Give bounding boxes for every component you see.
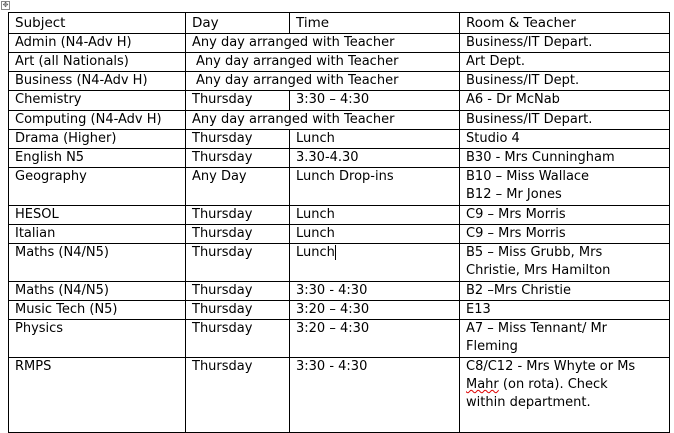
time-cell: 3:20 – 4:30 [290, 301, 460, 320]
time-cell: Lunch [290, 225, 460, 244]
subject-cell: Geography [9, 168, 186, 206]
misspelled-word[interactable]: Mahr [466, 377, 499, 392]
time-cell: 3:30 - 4:30 [290, 282, 460, 301]
table-row [9, 301, 670, 320]
room-line: B5 – Miss Grubb, Mrs [466, 245, 603, 260]
time-cell: 3:20 – 4:30 [290, 320, 460, 358]
time-text: Lunch [296, 245, 335, 260]
room-cell: Business/IT Dept. [460, 72, 670, 91]
room-line-rest: (on rota). Check [498, 377, 608, 392]
room-cell: B30 - Mrs Cunningham [460, 149, 670, 168]
header-day: Day [186, 13, 290, 34]
subject-cell: Computing (N4-Adv H) [9, 111, 186, 130]
table-row [9, 320, 670, 358]
table-row [9, 206, 670, 225]
table-row [9, 282, 670, 301]
day-cell: Thursday [186, 358, 290, 433]
room-cell [460, 358, 670, 433]
table-row [9, 111, 670, 130]
room-cell: Studio 4 [460, 130, 670, 149]
table-row [9, 130, 670, 149]
day-cell: Thursday [186, 225, 290, 244]
time-cell [290, 244, 460, 282]
table-row [9, 34, 670, 53]
subject-cell: Art (all Nationals) [9, 53, 186, 72]
table-row [9, 91, 670, 111]
room-line: Fleming [466, 339, 518, 354]
room-line [466, 376, 663, 394]
subject-cell: Italian [9, 225, 186, 244]
subject-cell: Maths (N4/N5) [9, 282, 186, 301]
subject-cell: English N5 [9, 149, 186, 168]
time-cell: 3:30 - 4:30 [290, 358, 460, 433]
table-move-handle-icon[interactable]: ✥ [2, 1, 9, 9]
room-line: B12 – Mr Jones [466, 187, 562, 202]
time-cell: Lunch Drop-ins [290, 168, 460, 206]
room-cell [460, 244, 670, 282]
room-line: Christie, Mrs Hamilton [466, 263, 611, 278]
arrangement-cell: Any day arranged with Teacher [186, 111, 460, 130]
day-cell: Any Day [186, 168, 290, 206]
day-cell: Thursday [186, 320, 290, 358]
header-room-teacher: Room & Teacher [460, 13, 670, 34]
room-cell: A6 - Dr McNab [460, 91, 670, 111]
day-cell: Thursday [186, 130, 290, 149]
subject-cell: RMPS [9, 358, 186, 433]
subject-cell: Maths (N4/N5) [9, 244, 186, 282]
table-row [9, 358, 670, 433]
time-cell: 3.30-4.30 [290, 149, 460, 168]
room-cell: E13 [460, 301, 670, 320]
day-cell: Thursday [186, 301, 290, 320]
subject-cell: Business (N4-Adv H) [9, 72, 186, 91]
table-header-row [9, 13, 670, 34]
day-cell: Thursday [186, 282, 290, 301]
room-cell: B2 –Mrs Christie [460, 282, 670, 301]
support-timetable [8, 12, 670, 433]
table-row [9, 72, 670, 91]
subject-cell: Drama (Higher) [9, 130, 186, 149]
room-cell [460, 168, 670, 206]
arrangement-cell: Any day arranged with Teacher [186, 72, 460, 91]
room-cell: Art Dept. [460, 53, 670, 72]
table-row [9, 225, 670, 244]
room-line: C8/C12 - Mrs Whyte or Ms [466, 359, 636, 374]
table-row [9, 149, 670, 168]
day-cell: Thursday [186, 149, 290, 168]
subject-cell: Physics [9, 320, 186, 358]
day-cell: Thursday [186, 206, 290, 225]
subject-cell: Chemistry [9, 91, 186, 111]
room-line: B10 – Miss Wallace [466, 169, 590, 184]
arrangement-cell: Any day arranged with Teacher [186, 53, 460, 72]
room-line: A7 – Miss Tennant/ Mr [466, 321, 608, 336]
header-time: Time [290, 13, 460, 34]
arrangement-cell: Any day arranged with Teacher [186, 34, 460, 53]
time-cell: Lunch [290, 206, 460, 225]
room-cell: C9 – Mrs Morris [460, 225, 670, 244]
day-cell: Thursday [186, 91, 290, 111]
subject-cell: Music Tech (N5) [9, 301, 186, 320]
subject-cell: HESOL [9, 206, 186, 225]
time-cell: Lunch [290, 130, 460, 149]
room-line: within department. [466, 395, 591, 410]
room-cell: C9 – Mrs Morris [460, 206, 670, 225]
header-subject: Subject [9, 13, 186, 34]
table-row [9, 244, 670, 282]
room-cell: Business/IT Depart. [460, 34, 670, 53]
room-cell [460, 320, 670, 358]
table-row [9, 168, 670, 206]
room-cell: Business/IT Depart. [460, 111, 670, 130]
time-cell: 3:30 – 4:30 [290, 91, 460, 111]
table-row [9, 53, 670, 72]
subject-cell: Admin (N4-Adv H) [9, 34, 186, 53]
day-cell: Thursday [186, 244, 290, 282]
